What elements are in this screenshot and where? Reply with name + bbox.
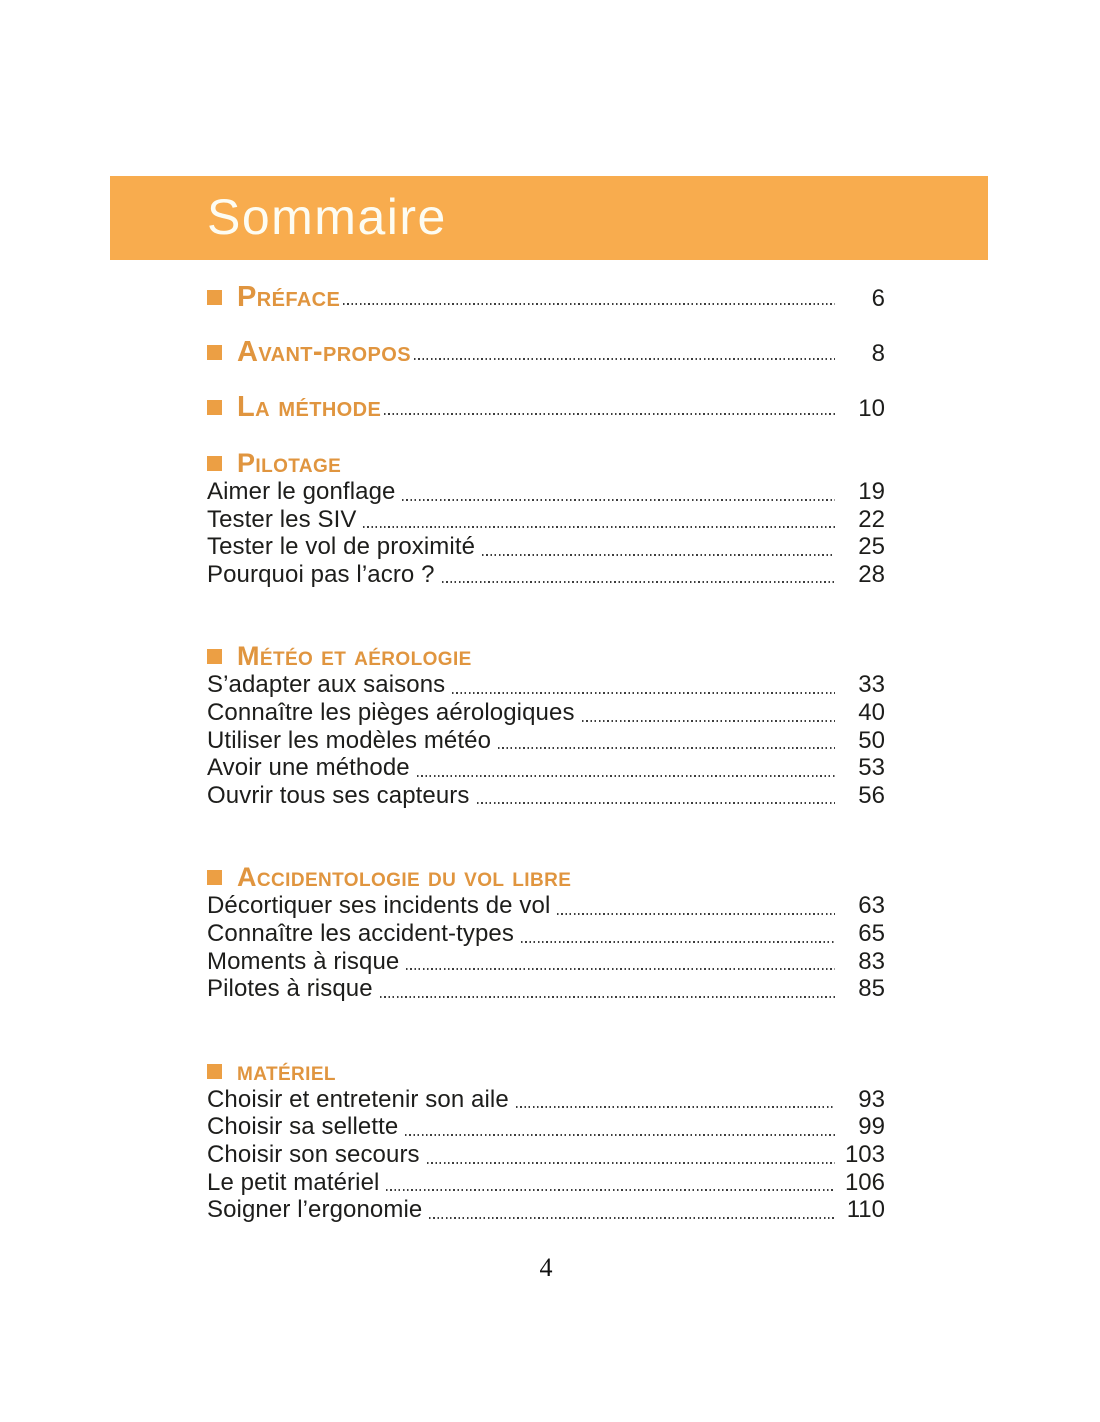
page-number: 65 (858, 919, 885, 947)
toc-entry-label: Choisir et entretenir son aile (207, 1085, 509, 1113)
square-bullet-icon (207, 345, 222, 360)
dot-leader (343, 303, 835, 305)
toc-entry-row (207, 1196, 885, 1224)
page-number: 19 (858, 478, 885, 505)
page-number: 50 (858, 726, 885, 754)
toc-entry-label: Choisir son secours (207, 1140, 420, 1168)
dot-leader (414, 358, 835, 360)
toc-entry-row (207, 727, 885, 755)
dot-leader (427, 1162, 835, 1164)
page-number: 93 (858, 1085, 885, 1113)
toc-entry-row (207, 478, 885, 506)
dot-leader (405, 1134, 835, 1136)
toc-entry-label: Connaître les pièges aérologiques (207, 698, 575, 726)
square-bullet-icon (207, 870, 222, 885)
dot-leader (386, 1189, 835, 1191)
page-number: 53 (858, 754, 885, 782)
page-number: 40 (858, 698, 885, 726)
section-title: Météo et aérologie (237, 641, 472, 672)
toc-entry-row (207, 506, 885, 534)
page-number: 33 (858, 671, 885, 699)
dot-leader (516, 1106, 835, 1108)
dot-leader (521, 941, 835, 943)
toc-entry-row (207, 782, 885, 810)
toc-entry-row (207, 948, 885, 976)
dot-leader (442, 581, 835, 583)
section-title: Accidentologie du vol libre (237, 862, 572, 893)
toc-entry-row (207, 975, 885, 1003)
section-title: matériel (237, 1055, 336, 1086)
toc-entry-row (207, 671, 885, 699)
page-number: 106 (844, 1168, 885, 1196)
dot-leader (380, 996, 835, 998)
square-bullet-icon (207, 649, 222, 664)
page-number: 6 (871, 285, 885, 312)
dot-leader (384, 413, 835, 415)
square-bullet-icon (207, 1064, 222, 1079)
toc-entry-row (207, 338, 885, 366)
toc-entry-row (207, 699, 885, 727)
page-number: 25 (858, 533, 885, 561)
toc-entry-label: Décortiquer ses incidents de vol (207, 892, 551, 920)
page-number: 8 (871, 340, 885, 367)
toc-entry-label: Tester le vol de proximité (207, 533, 476, 561)
toc-section-accidentologie (207, 862, 885, 1002)
toc-entry-row (207, 1169, 885, 1197)
page-number: 10 (858, 395, 885, 422)
page-number: 28 (858, 560, 885, 588)
dot-leader (557, 913, 835, 915)
header-bar (110, 176, 988, 260)
dot-leader (482, 554, 835, 556)
section-header (207, 1056, 885, 1086)
toc-entry-row (207, 892, 885, 920)
toc-content (207, 283, 885, 1224)
section-header (207, 448, 885, 478)
toc-entry-row (207, 393, 885, 421)
dot-leader (582, 720, 835, 722)
page-number: 99 (858, 1113, 885, 1141)
toc-entry-label: Avant-propos (237, 336, 411, 368)
page-number: 103 (844, 1140, 885, 1168)
page-number: 110 (846, 1196, 885, 1224)
toc-entry-label: Tester les SIV (207, 505, 357, 533)
toc-entry-row (207, 920, 885, 948)
dot-leader (498, 747, 835, 749)
toc-entry-row (207, 1086, 885, 1114)
toc-entry-label: Moments à risque (207, 947, 400, 975)
toc-entry-label: Pilotes à risque (207, 975, 373, 1003)
dot-leader (477, 802, 836, 804)
toc-entry-label: La méthode (237, 391, 382, 423)
toc-entry-label: Préface (237, 281, 341, 313)
page-number: 56 (858, 781, 885, 809)
toc-entry-row (207, 283, 885, 311)
toc-entry-label: Soigner l’ergonomie (207, 1196, 423, 1224)
toc-entry-label: Pourquoi pas l’acro ? (207, 560, 435, 588)
toc-entry-label: Avoir une méthode (207, 754, 410, 782)
toc-entry-label: S’adapter aux saisons (207, 671, 446, 699)
toc-entry-row (207, 533, 885, 561)
page-number: 22 (858, 505, 885, 533)
toc-entry-label: Utiliser les modèles météo (207, 726, 492, 754)
toc-entry-label: Le petit matériel (207, 1168, 380, 1196)
page-number: 83 (858, 947, 885, 975)
toc-entry-row (207, 1113, 885, 1141)
page-number: 63 (858, 892, 885, 920)
toc-entry-label: Aimer le gonflage (207, 478, 396, 505)
dot-leader (402, 499, 835, 501)
page-title: Sommaire (207, 189, 447, 245)
toc-section-pilotage (207, 448, 885, 588)
section-title: Pilotage (237, 448, 342, 478)
toc-section-meteo (207, 641, 885, 809)
toc-entry-label: Ouvrir tous ses capteurs (207, 781, 470, 809)
square-bullet-icon (207, 456, 222, 471)
toc-entry-row (207, 754, 885, 782)
square-bullet-icon (207, 290, 222, 305)
section-header (207, 862, 885, 892)
folio-page-number: 4 (539, 1253, 553, 1282)
page-number: 85 (858, 975, 885, 1003)
section-header (207, 641, 885, 671)
toc-section-materiel (207, 1056, 885, 1224)
dot-leader (406, 968, 835, 970)
dot-leader (452, 692, 835, 694)
dot-leader (417, 775, 835, 777)
square-bullet-icon (207, 400, 222, 415)
toc-entry-row (207, 561, 885, 589)
dot-leader (429, 1217, 835, 1219)
toc-entry-row (207, 1141, 885, 1169)
dot-leader (363, 526, 835, 528)
toc-entry-label: Choisir sa sellette (207, 1113, 399, 1141)
toc-entry-label: Connaître les accident-types (207, 919, 514, 947)
